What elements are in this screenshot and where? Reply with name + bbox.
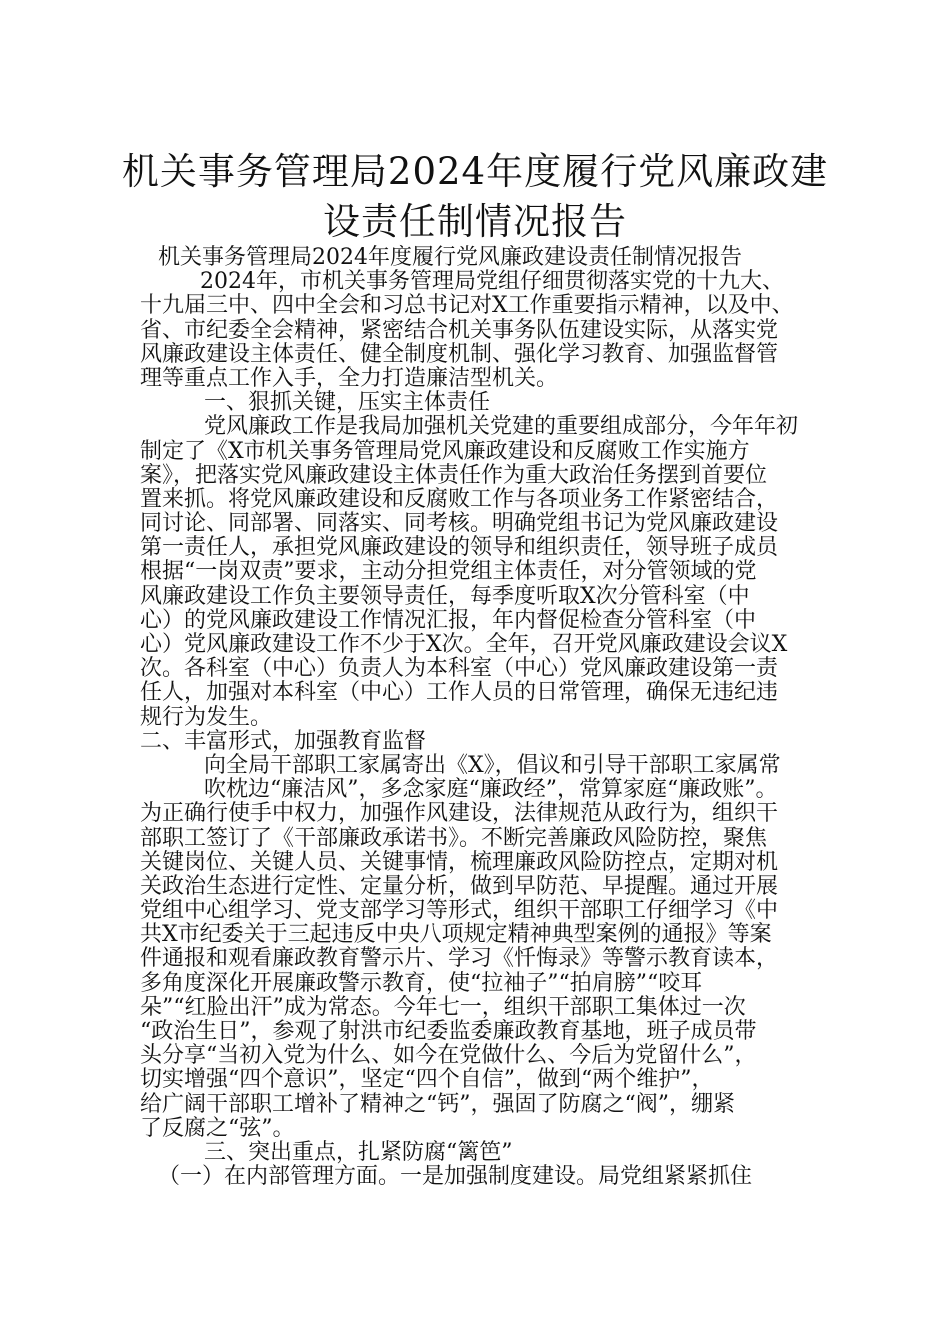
paragraph-line: 十九届三中、四中全会和习总书记对X工作重要指示精神，以及中、 (140, 293, 794, 319)
paragraph-line: 置来抓。将党风廉政建设和反腐败工作与各项业务工作紧密结合， (140, 486, 779, 512)
paragraph-line: “政治生日”，参观了射洪市纪委监委廉政教育基地，班子成员带 (140, 1019, 757, 1044)
paragraph-line: 党风廉政工作是我局加强机关党建的重要组成部分，今年年初 (204, 414, 799, 440)
document-title-line-1: 机关事务管理局2024年度履行党风廉政建 (121, 149, 829, 193)
section-heading: 一、狠抓关键，压实主体责任 (204, 390, 491, 416)
paragraph-line: 省、市纪委全会精神，紧密结合机关事务队伍建设实际，从落实党 (140, 317, 779, 343)
document-title (100, 147, 850, 247)
subtitle-line: 机关事务管理局2024年度履行党风廉政建设责任制情况报告 (158, 245, 742, 270)
document-title-line-2: 设责任制情况报告 (323, 199, 627, 243)
section-heading: 向全局干部职工家属寄出《X》，倡议和引导干部职工家属常 (204, 752, 781, 778)
paragraph-line: 制定了《X市机关事务管理局党风廉政建设和反腐败工作实施方 (140, 438, 750, 464)
paragraph-line: 次。各科室（中心）负责人为本科室（中心）党风廉政建设第一责 (140, 656, 779, 682)
paragraph-line: 部职工签订了《干部廉政承诺书》。不断完善廉政风险防控，聚焦 (140, 825, 768, 851)
paragraph-line: 二、丰富形式，加强教育监督 (140, 728, 427, 754)
paragraph-line: 吹枕边“廉洁风”，多念家庭“廉政经”，常算家庭“廉政账”。 (204, 777, 778, 803)
paragraph-line: 共X市纪委关于三起违反中央八项规定精神典型案例的通报》等案 (140, 922, 772, 948)
paragraph-line: 了反腐之“弦”。 (140, 1115, 295, 1141)
paragraph-line: 2024年，市机关事务管理局党组仔细贯彻落实党的十九大、 (200, 269, 784, 295)
paragraph-line: 关政治生态进行定性、定量分析，做到早防范、早提醒。通过开展 (140, 873, 779, 899)
paragraph-line: 朵”“红脸出汗”成为常态。今年七一，组织干部职工集体过一次 (140, 994, 746, 1020)
paragraph-line: 规行为发生。 (140, 704, 273, 730)
paragraph-line: 心）党风廉政建设工作不少于X次。全年，召开党风廉政建设会议X (140, 632, 788, 657)
paragraph-line: 第一责任人，承担党风廉政建设的领导和组织责任，领导班子成员 (140, 535, 779, 561)
paragraph-line: 头分享“当初入党为什么、如今在党做什么、今后为党留什么”， (140, 1043, 757, 1069)
paragraph-line: 件通报和观看廉政教育警示片、学习《忏悔录》等警示教育读本， (140, 946, 779, 972)
paragraph-line: 给广阔干部职工增补了精神之“钙”，强固了防腐之“阀”，绷紧 (140, 1091, 735, 1117)
paragraph-line: （一）在内部管理方面。一是加强制度建设。局党组紧紧抓住 (158, 1164, 753, 1190)
paragraph-line: 关键岗位、关键人员、关键事情，梳理廉政风险防控点，定期对机 (140, 849, 779, 875)
document-body (140, 246, 820, 1189)
paragraph-line: 党组中心组学习、党支部学习等形式，组织干部职工仔细学习《中 (140, 898, 779, 924)
paragraph-line: 心）的党风廉政建设工作情况汇报，年内督促检查分管科室（中 (140, 607, 757, 633)
paragraph-line: 多角度深化开展廉政警示教育，使“拉袖子”“拍肩膀”“咬耳 (140, 970, 703, 996)
section-heading: 三、突出重点，扎紧防腐“篱笆” (204, 1139, 513, 1165)
paragraph-line: 任人，加强对本科室（中心）工作人员的日常管理，确保无违纪违 (140, 680, 779, 706)
paragraph-line: 案》，把落实党风廉政建设主体责任作为重大政治任务摆到首要位 (140, 462, 768, 488)
paragraph-line: 为正确行使手中权力，加强作风建设，法律规范从政行为，组织干 (140, 801, 779, 827)
paragraph-line: 切实增强“四个意识”，坚定“四个自信”，做到“两个维护”， (140, 1067, 714, 1093)
paragraph-line: 根据“一岗双责”要求，主动分担党组主体责任，对分管领域的党 (140, 559, 757, 585)
paragraph-line: 理等重点工作入手，全力打造廉洁型机关。 (140, 365, 559, 391)
paragraph-line: 风廉政建设工作负主要领导责任，每季度听取X次分管科室（中 (140, 583, 750, 609)
paragraph-line: 风廉政建设主体责任、健全制度机制、强化学习教育、加强监督管 (140, 341, 779, 367)
paragraph-line: 同讨论、同部署、同落实、同考核。明确党组书记为党风廉政建设 (140, 511, 779, 537)
